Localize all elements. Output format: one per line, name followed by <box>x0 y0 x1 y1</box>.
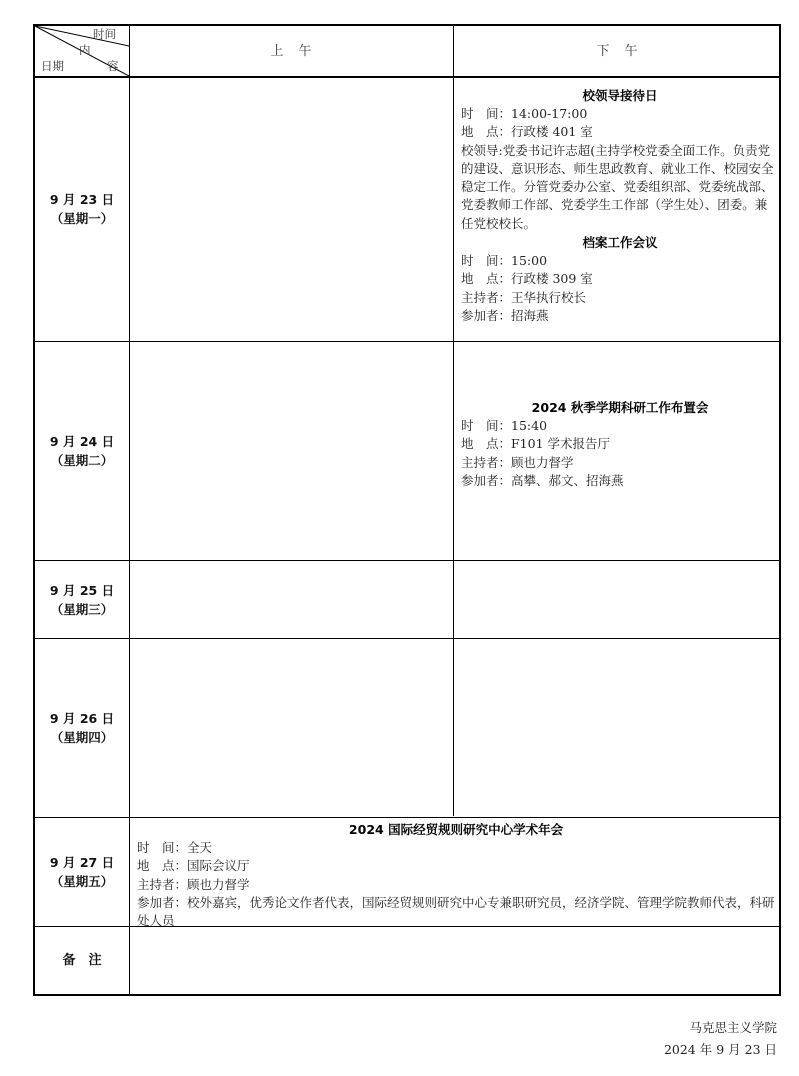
corner-label-time: 时间 <box>93 27 116 41</box>
fullday-cell <box>137 820 775 930</box>
afternoon-cell <box>461 86 779 325</box>
event-time: 时 间：15:00 <box>461 253 548 269</box>
afternoon-cell <box>461 398 779 490</box>
event-time: 时 间：全天 <box>137 840 213 855</box>
weekday-text: （星期三） <box>50 601 114 617</box>
date-cell <box>35 77 129 341</box>
date-cell <box>35 342 129 560</box>
event-title: 校领导接待日 <box>582 88 658 103</box>
date-text: 9 月 25 日 <box>49 582 115 598</box>
event-location: 地 点：国际会议厅 <box>137 858 250 874</box>
date-text: 9 月 26 日 <box>49 711 115 726</box>
weekday-text: （星期四） <box>50 730 114 745</box>
row-divider <box>35 638 779 639</box>
event-attendees: 参加者：招海燕 <box>461 307 549 323</box>
event-location: 地 点：F101 学术报告厅 <box>461 436 611 452</box>
event-title: 档案工作会议 <box>582 235 658 251</box>
date-text: 9 月 23 日 <box>49 192 115 207</box>
remarks-text: 备 注 <box>62 953 102 968</box>
weekday-text: （星期二） <box>50 453 114 468</box>
event-time: 时 间：15:40 <box>461 418 548 433</box>
row-divider <box>35 817 779 818</box>
date-column-divider <box>129 26 130 994</box>
corner-label-content2: 容 <box>107 59 119 73</box>
event-host: 主持者：顾也力督学 <box>461 454 574 470</box>
schedule-table <box>33 24 781 996</box>
event-time: 时 间：14:00-17:00 <box>461 106 588 121</box>
weekday-text: （星期五） <box>50 874 114 889</box>
header-divider <box>35 76 779 78</box>
corner-label-date: 日期 <box>41 59 64 73</box>
event-title: 2024 秋季学期科研工作布置会 <box>531 400 709 415</box>
date-cell <box>35 561 129 638</box>
event-location: 地 点：行政楼 309 室 <box>461 271 593 287</box>
corner-label-content: 内 <box>79 43 91 57</box>
weekday-text: （星期一） <box>50 211 114 226</box>
date-text: 9 月 24 日 <box>49 434 115 449</box>
event-host: 主持者：王华执行校长 <box>461 289 587 305</box>
event-host: 主持者：顾也力督学 <box>137 876 250 892</box>
event-description: 校领导:党委书记许志超(主持学校党委全面工作。负责党的建设、意识形态、师生思政教育、就业工作、校园安全稳定工作。分管党委办公室、党委组织部、党委统战部、党委教师工作部、党委学生工作部（学生处）、团委。兼任党校校长。 <box>461 142 774 231</box>
event-location: 地 点：行政楼 401 室 <box>461 124 593 140</box>
footer-date: 2024 年 9 月 23 日 <box>663 1042 777 1057</box>
event-attendees: 参加者：校外嘉宾，优秀论文作者代表，国际经贸规则研究中心专兼职研究员，经济学院、管理学院教师代表，科研处人员 <box>137 894 775 929</box>
row-divider <box>35 341 779 342</box>
header-corner <box>35 26 129 76</box>
afternoon-header: 下 午 <box>596 44 639 59</box>
morning-header: 上 午 <box>270 44 313 59</box>
date-cell <box>35 639 129 817</box>
row-divider <box>35 560 779 561</box>
event-attendees: 参加者：高攀、郝文、招海燕 <box>461 472 624 488</box>
event-title: 2024 国际经贸规则研究中心学术年会 <box>348 822 564 837</box>
date-text: 9 月 27 日 <box>49 855 115 870</box>
footer-org: 马克思主义学院 <box>689 1020 777 1035</box>
ampm-column-divider <box>453 26 454 816</box>
remarks-label <box>35 927 129 994</box>
date-cell <box>35 818 129 926</box>
